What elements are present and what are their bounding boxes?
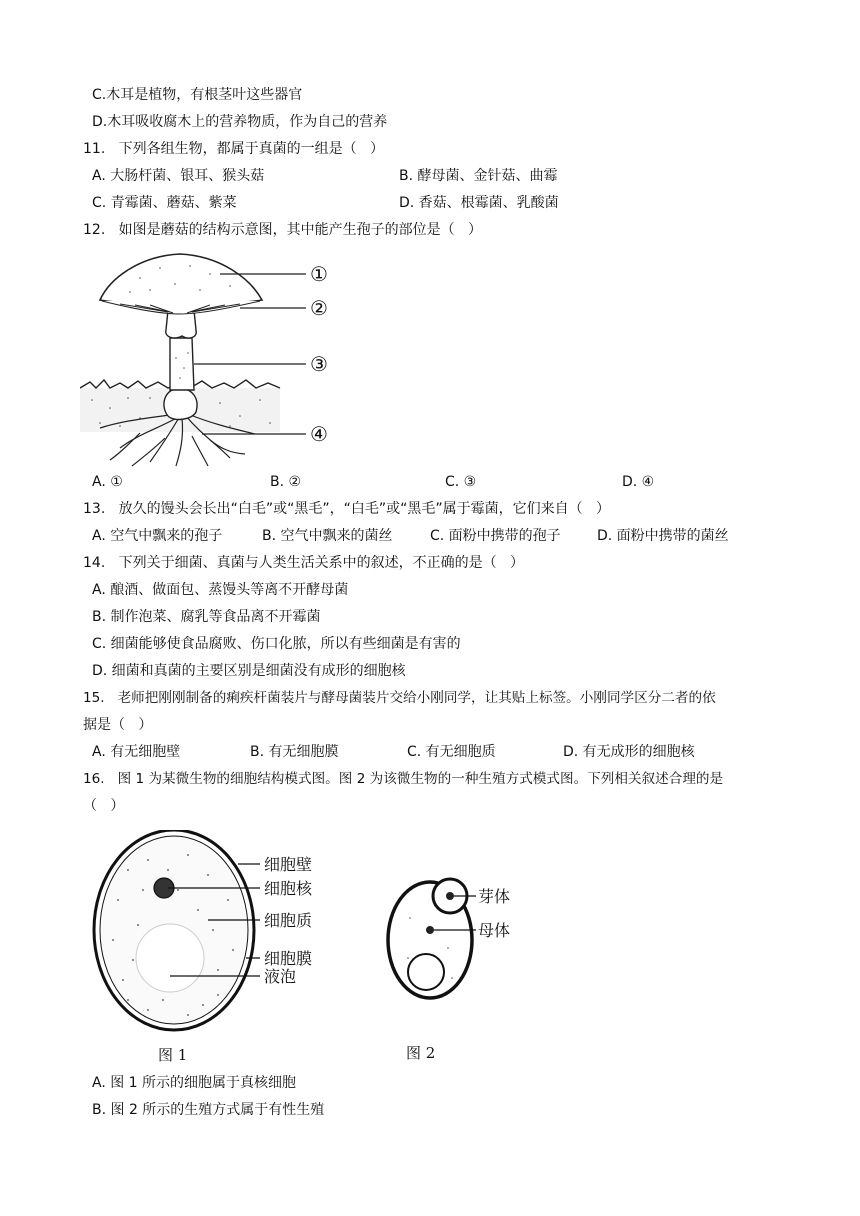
yeast-budding-diagram <box>380 868 540 1068</box>
q12-option-b: B. ② <box>270 474 302 490</box>
fig1-label-nucleus: 细胞核 <box>264 879 313 898</box>
q16-option-b: B. 图 2 所示的生殖方式属于有性生殖 <box>92 1102 325 1118</box>
q14-option-a: A. 酿酒、做面包、蒸馒头等离不开酵母菌 <box>92 582 349 598</box>
q14-option-b: B. 制作泡菜、腐乳等食品离不开霉菌 <box>92 609 321 625</box>
q13-option-a: A. 空气中飘来的孢子 <box>92 528 223 544</box>
q12-option-a: A. ① <box>92 474 123 490</box>
q15-option-c: C. 有无细胞质 <box>407 744 496 760</box>
q12-stem: 12. 如图是蘑菇的结构示意图，其中能产生孢子的部位是（ ） <box>83 222 482 238</box>
q11-option-a: A. 大肠杆菌、银耳、猴头菇 <box>92 168 265 184</box>
q14-stem: 14. 下列关于细菌、真菌与人类生活关系中的叙述，不正确的是（ ） <box>83 555 524 571</box>
q15-stem-line1: 15. 老师把刚刚制备的痢疾杆菌装片与酵母菌装片交给小刚同学，让其贴上标签。小刚同学区分二者的依 <box>83 690 716 706</box>
q14-option-c: C. 细菌能够使食品腐败、伤口化脓，所以有些细菌是有害的 <box>92 636 461 652</box>
q16-option-a: A. 图 1 所示的细胞属于真核细胞 <box>92 1075 297 1091</box>
q15-stem-line2: 据是（ ） <box>83 717 153 733</box>
fig1-label-cytoplasm: 细胞质 <box>264 911 313 930</box>
yeast-cell-diagram <box>88 830 348 1070</box>
cap <box>100 254 262 304</box>
stipe <box>170 338 194 390</box>
q15-option-d: D. 有无成形的细胞核 <box>563 744 695 760</box>
q13-stem: 13. 放久的馒头会长出“白毛”或“黑毛”，“白毛”或“黑毛”属于霉菌，它们来自（ ） <box>83 501 610 517</box>
q12-option-d: D. ④ <box>622 474 655 490</box>
mushroom-label-4: ④ <box>310 422 328 446</box>
q13-option-c: C. 面粉中携带的孢子 <box>430 528 561 544</box>
q15-option-a: A. 有无细胞壁 <box>92 744 181 760</box>
q16-stem-line1: 16. 图 1 为某微生物的细胞结构模式图。图 2 为该微生物的一种生殖方式模式图。下列相关叙述合理的是 <box>83 771 724 787</box>
q14-option-d: D. 细菌和真菌的主要区别是细菌没有成形的细胞核 <box>92 663 406 679</box>
q15-option-b: B. 有无细胞膜 <box>250 744 339 760</box>
fig2-label-bud: 芽体 <box>478 887 511 906</box>
fig1-label-cell-wall: 细胞壁 <box>264 855 313 874</box>
stipe-base <box>164 388 197 419</box>
mushroom-diagram <box>80 248 340 470</box>
q10-option-c: C.木耳是植物，有根茎叶这些器官 <box>92 87 303 103</box>
q12-option-c: C. ③ <box>445 474 477 490</box>
q11-option-b: B. 酵母菌、金针菇、曲霉 <box>399 168 558 184</box>
q11-option-c: C. 青霉菌、蘑菇、紫菜 <box>92 195 237 211</box>
q10-option-d: D.木耳吸收腐木上的营养物质，作为自己的营养 <box>92 114 388 130</box>
q11-stem: 11. 下列各组生物，都属于真菌的一组是（ ） <box>83 141 384 157</box>
q13-option-d: D. 面粉中携带的菌丝 <box>597 528 729 544</box>
fig2-label-mother: 母体 <box>478 921 511 940</box>
q16-stem-line2: （ ） <box>83 798 125 814</box>
mushroom-label-2: ② <box>310 296 328 320</box>
fig1-label-membrane: 细胞膜 <box>264 949 313 968</box>
fig2-caption: 图 2 <box>406 1044 436 1062</box>
q11-option-d: D. 香菇、根霉菌、乳酸菌 <box>399 195 559 211</box>
mushroom-label-3: ③ <box>310 352 328 376</box>
mushroom-label-1: ① <box>310 262 328 286</box>
fig1-caption: 图 1 <box>158 1046 188 1064</box>
q13-option-b: B. 空气中飘来的菌丝 <box>262 528 393 544</box>
gills <box>102 301 260 314</box>
fig1-label-vacuole: 液泡 <box>264 967 297 986</box>
